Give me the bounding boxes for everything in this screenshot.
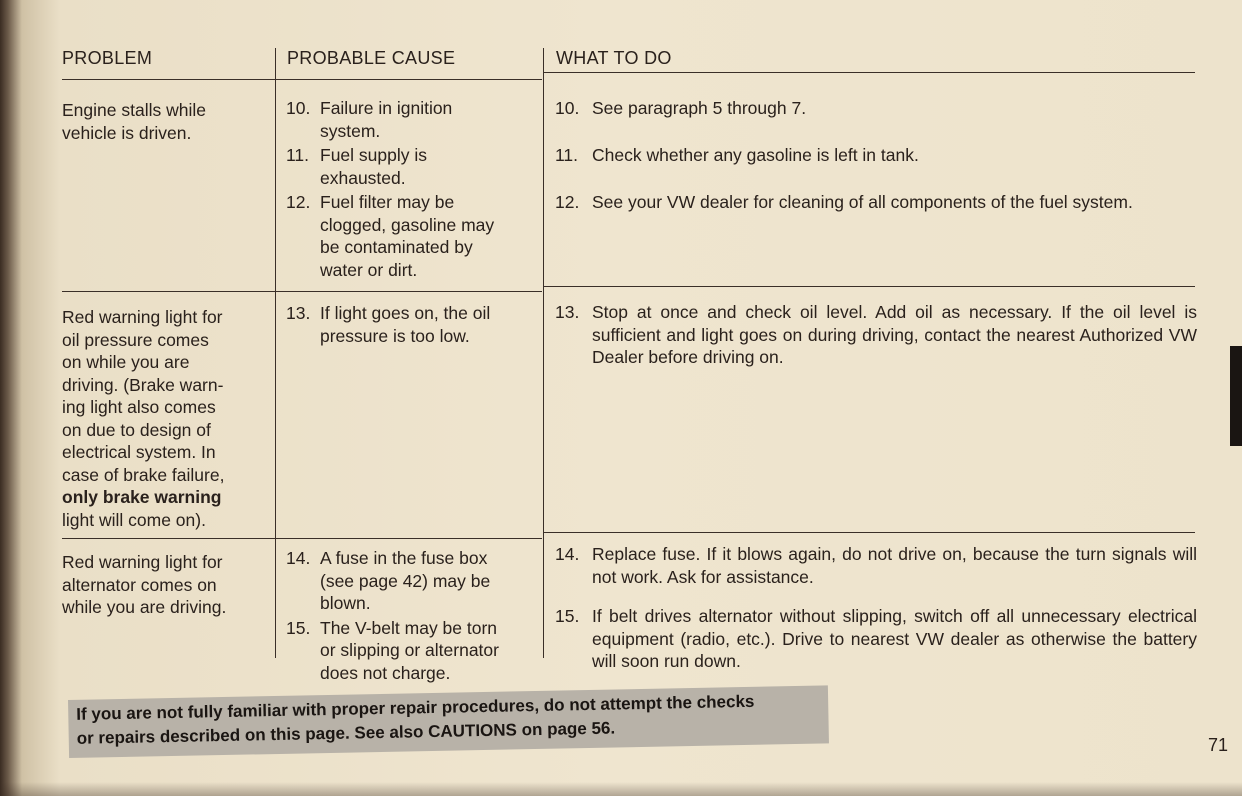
cause-number: 13. xyxy=(286,303,311,323)
cause-item xyxy=(286,547,548,615)
problem-line: while you are driving. xyxy=(62,597,227,617)
problem-line: Red warning light for xyxy=(62,307,223,327)
action-number: 14. xyxy=(555,544,580,564)
header-rule-right xyxy=(544,72,1195,73)
problem-line: case of brake failure, xyxy=(62,464,225,485)
cause-line: If light goes on, the oil xyxy=(320,303,491,323)
row-2-causes xyxy=(286,302,536,349)
action-text: Check whether any gasoline is left in tank. xyxy=(592,144,919,165)
problem-line: vehicle is driven. xyxy=(62,122,192,143)
action-number: 10. xyxy=(555,98,580,118)
cause-line: Failure in ignition xyxy=(320,98,453,118)
cause-line: Fuel supply is xyxy=(320,145,427,165)
action-item xyxy=(555,144,1197,167)
cause-item xyxy=(286,617,548,685)
problem-line: on due to design of xyxy=(62,419,211,440)
header-rule-left xyxy=(62,79,542,80)
cause-item xyxy=(286,302,536,347)
row-divider-1-right xyxy=(544,286,1195,287)
cause-item xyxy=(286,144,536,189)
action-number: 15. xyxy=(555,606,580,626)
action-text: If belt drives alternator without slipping, switch off all unnecessary electrical equipment (radio, etc.). Drive to nearest VW dealer as otherwise the battery will soon run down. xyxy=(592,606,1197,671)
problem-line: Engine stalls while xyxy=(62,100,206,120)
problem-line: electrical system. In xyxy=(62,442,216,462)
column-header-problem: PROBLEM xyxy=(62,48,153,68)
cause-line: or slipping or alternator xyxy=(320,640,499,660)
cause-line: blown. xyxy=(320,593,371,613)
action-number: 13. xyxy=(555,302,580,322)
cause-line: A fuse in the fuse box xyxy=(320,548,488,568)
cause-line: exhausted. xyxy=(320,167,406,188)
action-text: See paragraph 5 through 7. xyxy=(592,98,807,118)
cause-number: 12. xyxy=(286,192,311,212)
cause-line: be contaminated by xyxy=(320,237,473,257)
cause-line: does not charge. xyxy=(320,662,451,683)
caution-line: If you are not fully familiar with proper repair procedures, do not attempt the checks xyxy=(76,691,755,724)
caution-box xyxy=(68,685,829,758)
column-header-cause: PROBABLE CAUSE xyxy=(287,48,456,68)
thumb-index-tab xyxy=(1230,346,1242,446)
page-number: 71 xyxy=(1208,735,1229,755)
cause-line: The V-belt may be torn xyxy=(320,617,498,638)
action-item xyxy=(555,543,1197,588)
row-3-causes xyxy=(286,547,548,686)
row-1-causes xyxy=(286,97,536,283)
problem-line: Red warning light for xyxy=(62,552,223,572)
cause-number: 14. xyxy=(286,548,311,568)
action-text: Stop at once and check oil level. Add oil as necessary. If the oil level is sufficient and light goes on during driving, contact the nearest Authorized VW Dealer before driving on. xyxy=(592,302,1197,367)
action-item xyxy=(555,605,1197,673)
problem-line: light will come on). xyxy=(62,509,206,530)
action-item xyxy=(555,301,1197,369)
cause-item xyxy=(286,97,536,142)
row-divider-2-left xyxy=(62,538,542,539)
action-item xyxy=(555,191,1197,214)
action-number: 11. xyxy=(555,144,579,165)
page-edge-shadow xyxy=(0,782,1242,796)
cause-line: pressure is too low. xyxy=(320,325,470,346)
cause-number: 10. xyxy=(286,98,311,118)
row-divider-2-right xyxy=(544,532,1195,533)
row-3-problem xyxy=(62,551,262,619)
action-item xyxy=(555,97,1197,120)
problem-emphasis: only brake warning xyxy=(62,487,222,507)
column-divider-1 xyxy=(275,48,276,658)
row-2-problem xyxy=(62,306,262,531)
problem-line: on while you are xyxy=(62,352,190,372)
row-1-problem xyxy=(62,99,262,144)
cause-line: Fuel filter may be xyxy=(320,192,455,212)
action-number: 12. xyxy=(555,192,580,212)
row-2-actions xyxy=(555,301,1197,369)
problem-line: oil pressure comes xyxy=(62,329,209,350)
cause-line: system. xyxy=(320,120,381,141)
cause-line: (see page 42) may be xyxy=(320,570,491,591)
action-text: See your VW dealer for cleaning of all components of the fuel system. xyxy=(592,192,1133,212)
column-header-todo: WHAT TO DO xyxy=(556,48,672,68)
cause-line: clogged, gasoline may xyxy=(320,214,495,235)
cause-number: 15. xyxy=(286,617,311,638)
row-divider-1-left xyxy=(62,291,542,292)
row-3-actions xyxy=(555,543,1197,673)
problem-line: alternator comes on xyxy=(62,574,217,595)
cause-item xyxy=(286,191,536,281)
problem-line: ing light also comes xyxy=(62,397,216,417)
row-1-actions xyxy=(555,97,1197,214)
caution-line: or repairs described on this page. See also CAUTIONS on page 56. xyxy=(76,718,616,748)
cause-number: 11. xyxy=(286,145,310,165)
problem-line: driving. (Brake warn- xyxy=(62,374,224,395)
cause-line: water or dirt. xyxy=(320,259,418,280)
action-text: Replace fuse. If it blows again, do not drive on, because the turn signals will not work. Ask for assistance. xyxy=(592,544,1197,587)
